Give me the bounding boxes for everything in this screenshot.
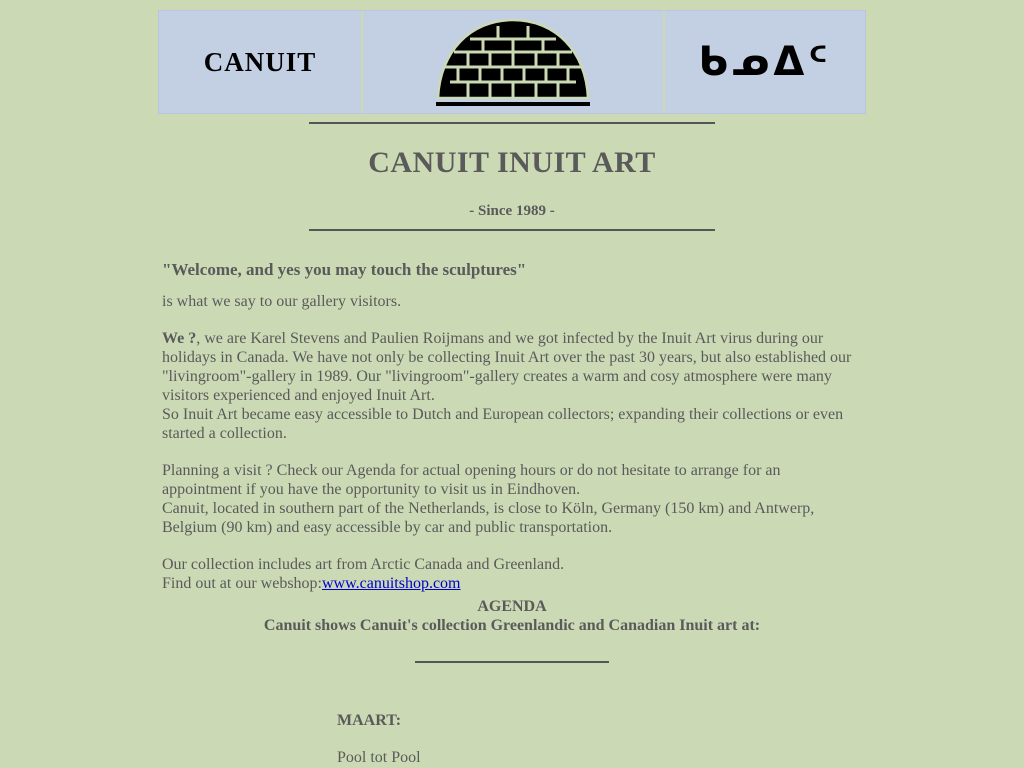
- intro-paragraph-2: So Inuit Art became easy accessible to Dutch and European collectors; expanding their collections or even started a collection.: [162, 406, 844, 442]
- webshop-prefix: Find out at our webshop:: [162, 575, 322, 592]
- page-title: CANUIT INUIT ART: [368, 146, 656, 179]
- webshop-line: [162, 574, 862, 593]
- agenda-subtitle: Canuit shows Canuit's collection Greenlandic and Canadian Inuit art at:: [263, 617, 761, 634]
- syllabics-text: ᑲᓄᐃᑦ: [698, 39, 832, 85]
- collection-line: Our collection includes art from Arctic Canada and Greenland.: [162, 556, 565, 573]
- igloo-icon: [428, 12, 598, 112]
- welcome-heading: "Welcome, and yes you may touch the sculptures": [162, 260, 527, 279]
- divider-agenda: [415, 661, 609, 663]
- site-banner: [158, 10, 866, 114]
- banner-cell-syllabics: [665, 11, 865, 113]
- welcome-followup: is what we say to our gallery visitors.: [162, 293, 402, 310]
- divider-top: [309, 122, 715, 124]
- banner-cell-logo: [363, 11, 665, 113]
- since-label: - Since 1989 -: [469, 203, 555, 219]
- visit-paragraph-1: Planning a visit ? Check our Agenda for actual opening hours or do not hesitate to arrange for an appointment if you have the opportunity to visit us in Eindhoven.: [162, 462, 781, 498]
- visit-paragraph-2: Canuit, located in southern part of the Netherlands, is close to Köln, Germany (150 km) and Antwerp, Belgium (90 km) and easy accessible by car and public transportation.: [162, 500, 815, 536]
- banner-cell-brand: [159, 11, 363, 113]
- intro-rest: , we are Karel Stevens and Paulien Roijmans and we got infected by the Inuit Art virus during our holidays in Canada. We have not only be collecting Inuit Art over the past 30 years, but also established our "livingroom"-gallery in 1989. Our "livingroom"-gallery creates a warm and cosy atmosphere were many visitors experienced and enjoyed Inuit Art.: [162, 330, 852, 404]
- webshop-link[interactable]: www.canuitshop.com: [322, 575, 461, 592]
- brand-wordmark: CANUIT: [203, 46, 317, 77]
- agenda-event: Pool tot Pool: [337, 749, 421, 766]
- agenda-heading: AGENDA: [477, 598, 547, 615]
- intro-paragraph: [162, 329, 862, 405]
- agenda-month: MAART:: [337, 712, 402, 729]
- intro-lead: We ?: [162, 330, 197, 347]
- main-content: [162, 258, 862, 593]
- divider-mid: [309, 229, 715, 231]
